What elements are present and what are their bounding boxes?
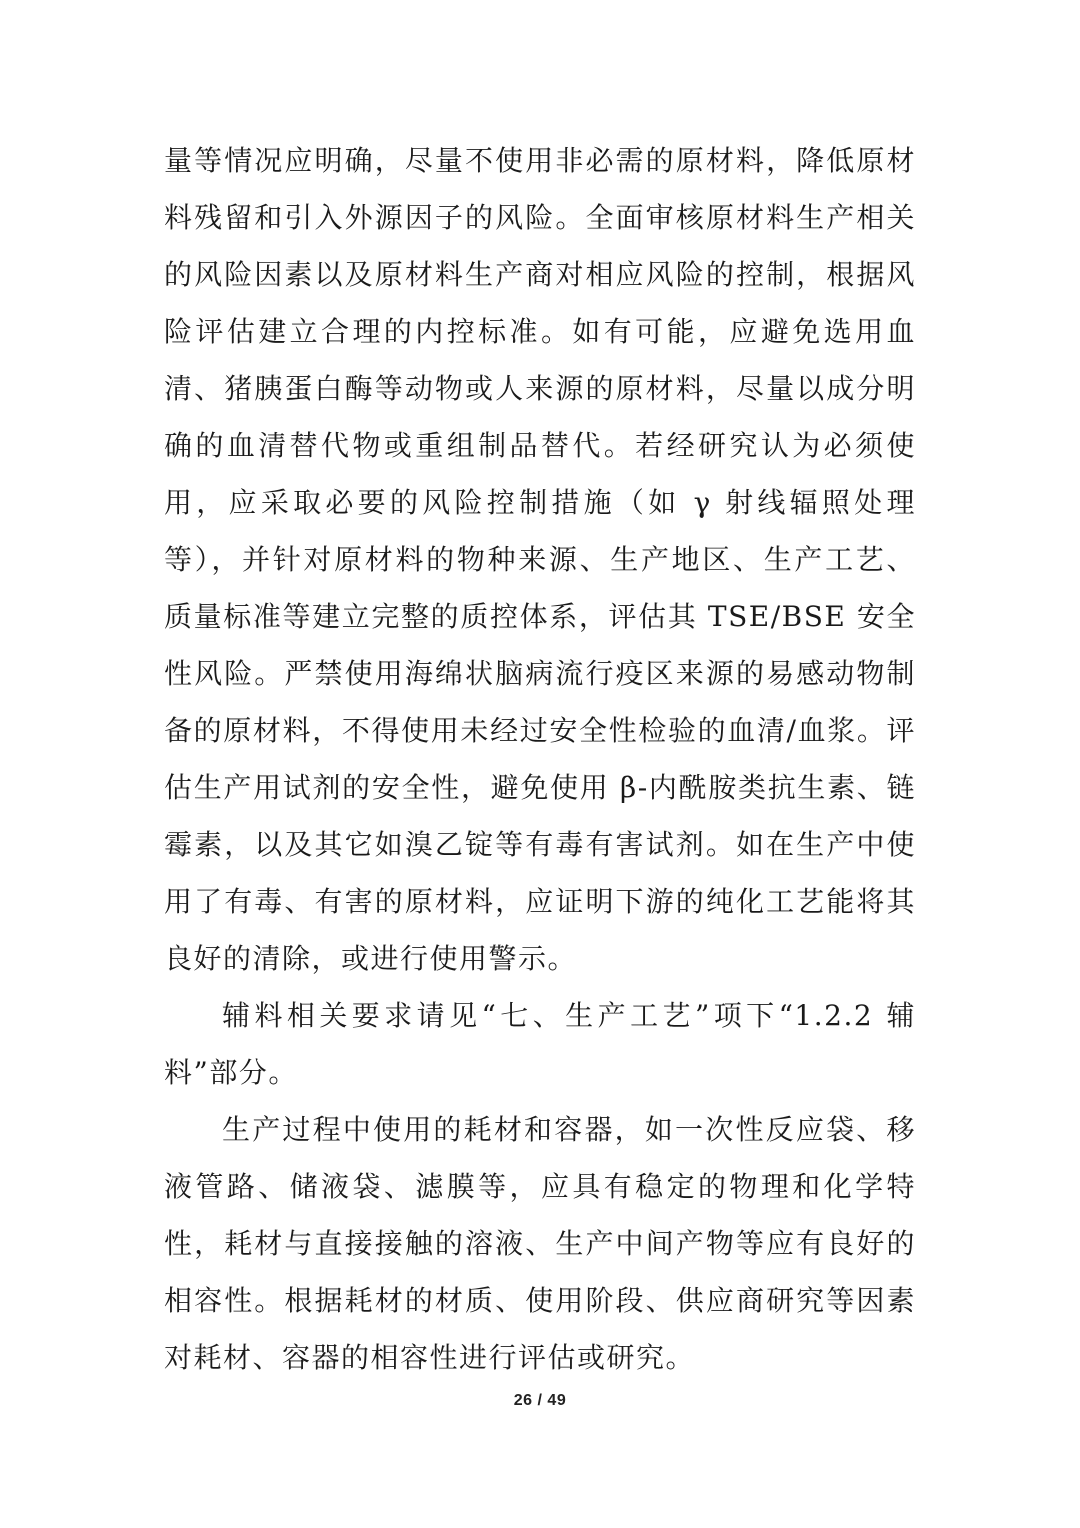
paragraph-raw-materials: 量等情况应明确，尽量不使用非必需的原材料，降低原材料残留和引入外源因子的风险。全面审核原材料生产相关的风险因素以及原材料生产商对相应风险的控制，根据风险评估建立合理的内控标准。如有可能，应避免选用血清、猪胰蛋白酶等动物或人来源的原材料，尽量以成分明确的血清替代物或重组制品替代。若经研究认为必须使用，应采取必要的风险控制措施（如 γ 射线辐照处理等），并针对原材料的物种来源、生产地区、生产工艺、质量标准等建立完整的质控体系，评估其 TSE/BSE 安全性风险。严禁使用海绵状脑病流行疫区来源的易感动物制备的原材料，不得使用未经过安全性检验的血清/血浆。评估生产用试剂的安全性，避免使用 β-内酰胺类抗生素、链霉素，以及其它如溴乙锭等有毒有害试剂。如在生产中使用了有毒、有害的原材料，应证明下游的纯化工艺能将其良好的清除，或进行使用警示。 — [164, 144, 916, 975]
paragraph-excipients: 辅料相关要求请见“七、生产工艺”项下“1.2.2 辅料”部分。 — [164, 999, 916, 1089]
page-number: 26 / 49 — [513, 1392, 567, 1409]
body-text — [164, 132, 916, 1386]
paragraph-consumables: 生产过程中使用的耗材和容器，如一次性反应袋、移液管路、储液袋、滤膜等，应具有稳定的物理和化学特性，耗材与直接接触的溶液、生产中间产物等应有良好的相容性。根据耗材的材质、使用阶段、供应商研究等因素对耗材、容器的相容性进行评估或研究。 — [164, 1113, 916, 1374]
